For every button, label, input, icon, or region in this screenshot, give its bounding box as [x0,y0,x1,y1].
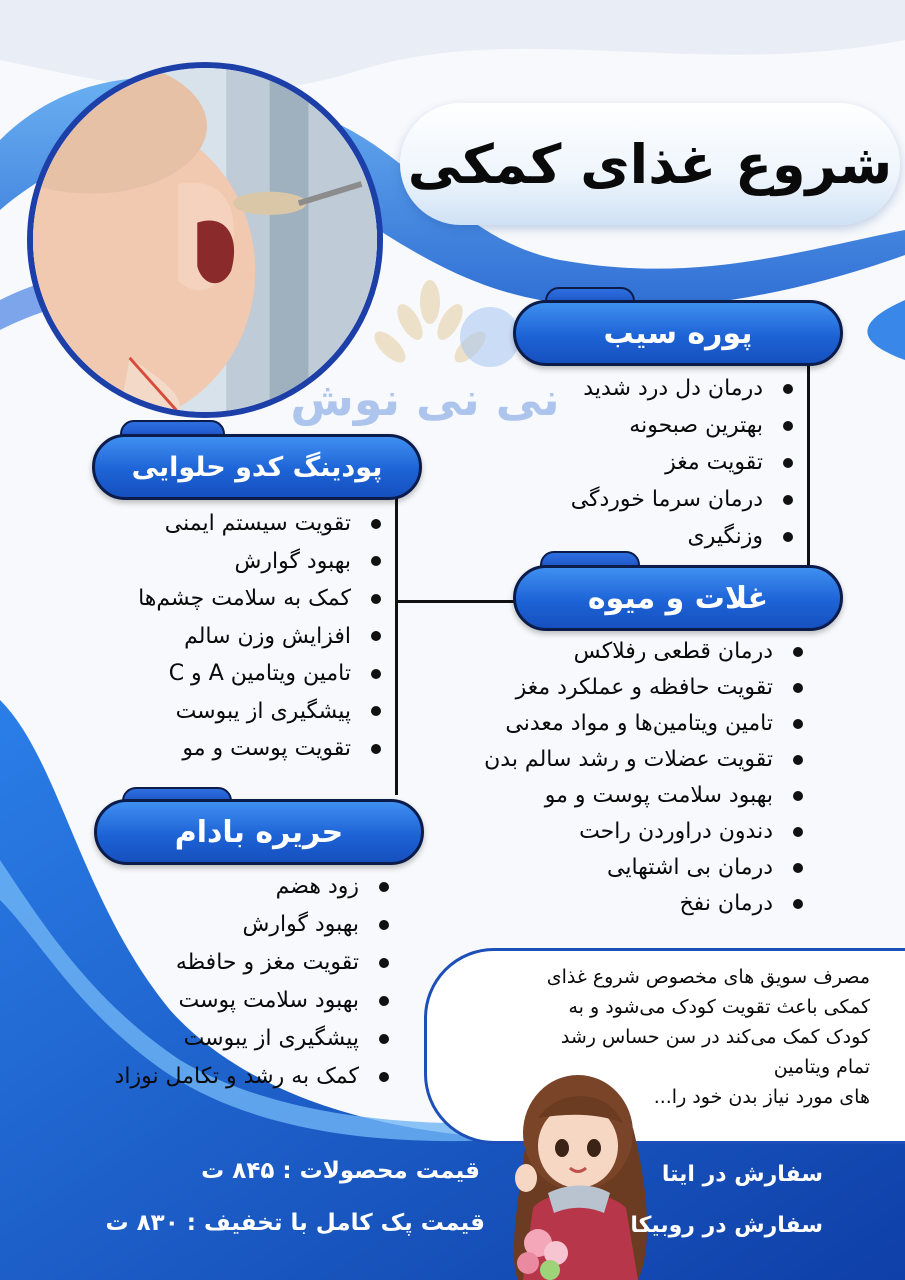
section-title: حریره بادام [174,814,344,850]
page-title: شروع غذای کمکی [407,132,893,196]
price-pack: قیمت پک کامل با تخفیف : ۸۳۰ ت [105,1210,485,1236]
list-item: بهبود گوارش [138,543,385,581]
list-item: کمک به سلامت چشم‌ها [138,580,385,618]
list-item: بهبود سلامت پوست [115,982,393,1020]
order-rubika: سفارش در روبیکا [630,1213,823,1238]
connector-line [395,465,398,795]
order-eitaa: سفارش در ایتا [661,1162,823,1187]
list-item: درمان نفخ [484,886,807,922]
list-item: درمان بی اشتهایی [484,850,807,886]
section-header-almond-porridge [94,799,424,865]
almond-porridge-list [115,868,393,1096]
grains-fruit-list [484,634,807,922]
list-item: وزنگیری [571,518,797,555]
info-line: های مورد نیاز بدن خود را... [653,1086,870,1108]
pumpkin-pudding-list [138,505,385,768]
list-item: افزایش وزن سالم [138,618,385,656]
section-title: غلات و میوه [587,580,769,616]
girl-illustration-icon [478,1058,678,1280]
section-header-pumpkin-pudding [92,434,422,500]
list-item: تقویت حافظه و عملکرد مغز [484,670,807,706]
list-item: تامین ویتامین A و C [138,655,385,693]
apple-puree-list [571,370,797,555]
list-item: دندون دراوردن راحت [484,814,807,850]
list-item: درمان سرما خوردگی [571,481,797,518]
info-line: مصرف سویق های مخصوص شروع غذای [546,966,870,988]
section-title: پودینگ کدو حلوایی [131,451,383,483]
list-item: بهبود گوارش [115,906,393,944]
watermark-text: نی نی نوش [290,372,560,426]
connector-line [395,600,515,603]
list-item: بهبود سلامت پوست و مو [484,778,807,814]
section-title: پوره سیب [603,315,753,351]
list-item: زود هضم [115,868,393,906]
list-item: تقویت عضلات و رشد سالم بدن [484,742,807,778]
connector-line [807,332,810,568]
list-item: تقویت مغز [571,444,797,481]
list-item: درمان قطعی رفلاکس [484,634,807,670]
info-line: کودک کمک می‌کند در سن حساس رشد [560,1026,870,1048]
list-item: تامین ویتامین‌ها و مواد معدنی [484,706,807,742]
list-item: درمان دل درد شدید [571,370,797,407]
list-item: پیشگیری از یبوست [138,693,385,731]
list-item: کمک به رشد و تکامل نوزاد [115,1058,393,1096]
section-header-grains-fruit [513,565,843,631]
list-item: تقویت پوست و مو [138,730,385,768]
list-item: بهترین صبحونه [571,407,797,444]
section-header-apple-puree [513,300,843,366]
info-line: تمام ویتامین [773,1056,870,1078]
price-products: قیمت محصولات : ۸۴۵ ت [201,1158,480,1184]
title-banner [400,103,900,225]
list-item: تقویت سیستم ایمنی [138,505,385,543]
list-item: پیشگیری از یبوست [115,1020,393,1058]
info-line: کمکی باعث تقویت کودک می‌شود و به [568,996,870,1018]
list-item: تقویت مغز و حافظه [115,944,393,982]
